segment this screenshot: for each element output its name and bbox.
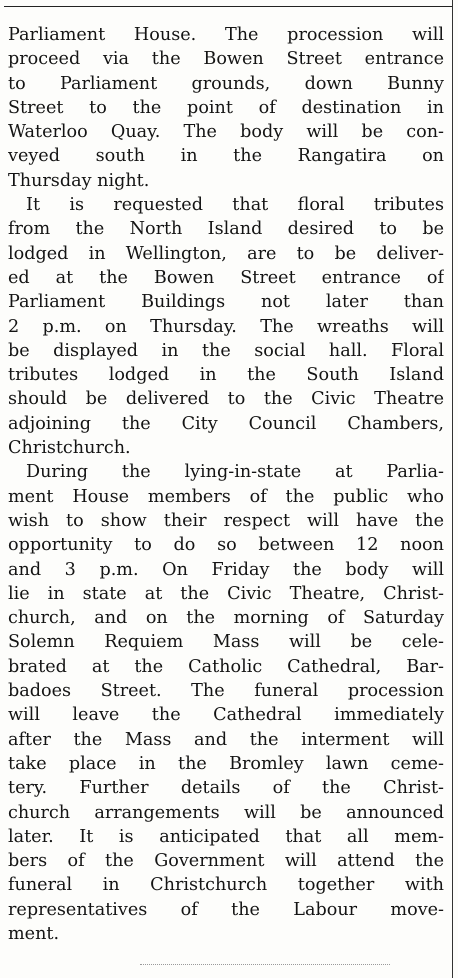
text-line: later. It is anticipated that all mem-: [8, 826, 444, 847]
text-line: Thursday night.: [8, 170, 150, 191]
paragraph-3: [8, 460, 444, 946]
print-smudge: [140, 964, 390, 965]
text-line: church, and on the morning of Saturday: [8, 608, 444, 629]
text-line: veyed south in the Rangatira on: [8, 146, 444, 167]
text-line: adjoining the City Council Chambers,: [8, 413, 444, 434]
text-line: church arrangements will be announced: [8, 802, 444, 823]
paragraph-1: [8, 23, 444, 193]
text-line: Street to the point of destination in: [8, 97, 444, 118]
text-line: Waterloo Quay. The body will be con-: [8, 122, 444, 143]
text-line: Solemn Requiem Mass will be cele-: [8, 632, 444, 653]
text-line: be displayed in the social hall. Floral: [8, 340, 444, 361]
text-line: Parliament House. The procession will: [8, 25, 444, 45]
text-line: funeral in Christchurch together with: [8, 875, 444, 896]
text-line: It is requested that floral tributes: [26, 195, 444, 216]
text-line: lodged in Wellington, are to be deliver-: [8, 243, 444, 264]
text-line: Parliament Buildings not later than: [8, 292, 444, 313]
right-column-rule: [452, 0, 453, 978]
text-line: from the North Island desired to be: [8, 219, 444, 240]
text-line: 2 p.m. on Thursday. The wreaths will: [8, 316, 444, 337]
paragraph-2: [8, 193, 444, 460]
text-line: brated at the Catholic Cathedral, Bar-: [8, 656, 444, 677]
text-line: to Parliament grounds, down Bunny: [8, 73, 444, 94]
top-column-rule: [4, 6, 452, 7]
text-line: wish to show their respect will have the: [8, 510, 444, 531]
text-line: tery. Further details of the Christ-: [8, 778, 444, 799]
text-line: lie in state at the Civic Theatre, Christ-: [8, 583, 444, 604]
text-line: proceed via the Bowen Street entrance: [8, 49, 444, 70]
text-line: representatives of the Labour move-: [8, 899, 444, 920]
text-line: will leave the Cathedral immediately: [8, 705, 444, 726]
article-column: [8, 23, 444, 946]
text-line: ed at the Bowen Street entrance of: [8, 267, 444, 288]
text-line: should be delivered to the Civic Theatre: [8, 389, 444, 410]
text-line: take place in the Bromley lawn ceme-: [8, 753, 444, 774]
text-line: ment.: [8, 923, 60, 944]
text-line: tributes lodged in the South Island: [8, 365, 444, 386]
text-line: and 3 p.m. On Friday the body will: [8, 559, 444, 580]
text-line: bers of the Government will attend the: [8, 851, 444, 872]
text-line: Christchurch.: [8, 438, 131, 459]
text-line: after the Mass and the interment will: [8, 729, 444, 750]
text-line: ment House members of the public who: [8, 486, 444, 507]
text-line: opportunity to do so between 12 noon: [8, 535, 444, 556]
text-line: badoes Street. The funeral procession: [8, 681, 444, 702]
text-line: During the lying-in-state at Parlia-: [26, 462, 444, 483]
